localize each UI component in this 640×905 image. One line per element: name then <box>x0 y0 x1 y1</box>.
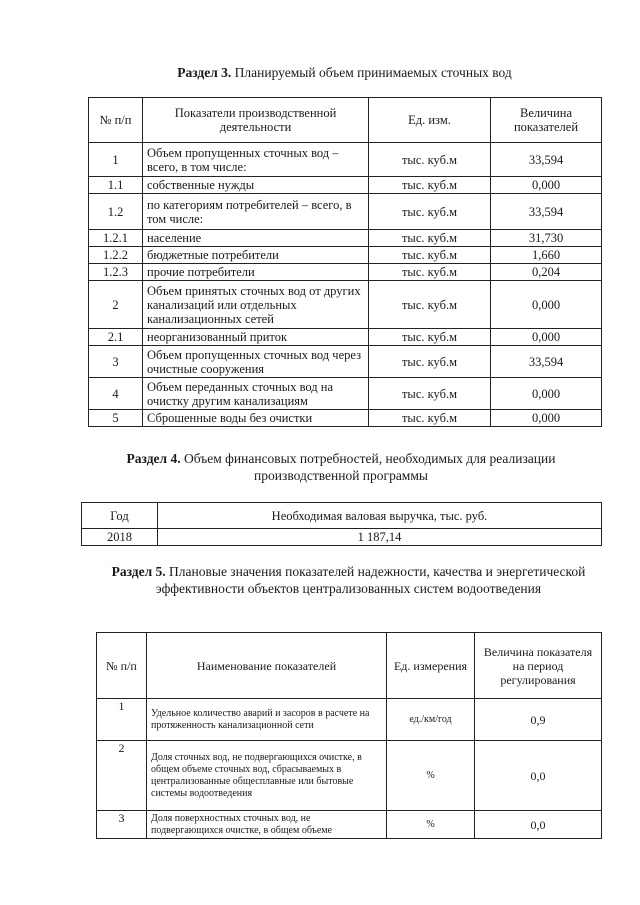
table-row <box>97 699 602 741</box>
row-name: Объем пропущенных сточных вод через очистные сооружения <box>143 346 369 378</box>
row-value: 31,730 <box>491 230 602 247</box>
row-unit: тыс. куб.м <box>369 264 491 281</box>
table-header-row <box>82 503 602 529</box>
row-unit: тыс. куб.м <box>369 346 491 378</box>
row-value: 0,9 <box>475 699 602 741</box>
row-unit: тыс. куб.м <box>369 329 491 346</box>
table-row <box>89 247 602 264</box>
section-4-heading <box>81 450 601 484</box>
section-5-label: Раздел 5. <box>111 564 166 579</box>
row-value: 0,204 <box>491 264 602 281</box>
row-name: по категориям потребителей – всего, в том числе: <box>143 194 369 230</box>
row-name: собственные нужды <box>143 177 369 194</box>
row-num: 1.2 <box>89 194 143 230</box>
row-value: 0,000 <box>491 378 602 410</box>
row-year: 2018 <box>82 529 158 546</box>
table-row <box>89 378 602 410</box>
row-name: Объем пропущенных сточных вод – всего, в том числе: <box>143 143 369 177</box>
row-value: 0,0 <box>475 741 602 811</box>
table-row <box>89 143 602 177</box>
table-header-row <box>89 98 602 143</box>
row-value: 0,000 <box>491 410 602 427</box>
section-4-title: Объем финансовых потребностей, необходимых для реализации производственной программы <box>183 451 556 483</box>
table-header-row <box>97 633 602 699</box>
table-row <box>97 811 602 839</box>
header-unit: Ед. изм. <box>369 98 491 143</box>
header-revenue: Необходимая валовая выручка, тыс. руб. <box>158 503 602 529</box>
table-row <box>89 281 602 329</box>
row-unit: % <box>387 741 475 811</box>
row-num: 5 <box>89 410 143 427</box>
row-value: 0,000 <box>491 329 602 346</box>
row-value: 33,594 <box>491 194 602 230</box>
section-5-heading <box>96 563 601 597</box>
row-num: 1.2.1 <box>89 230 143 247</box>
row-unit: тыс. куб.м <box>369 378 491 410</box>
row-num: 1.1 <box>89 177 143 194</box>
row-unit: тыс. куб.м <box>369 194 491 230</box>
row-name: Объем принятых сточных вод от других канализаций или отдельных канализационных сетей <box>143 281 369 329</box>
row-value: 0,000 <box>491 281 602 329</box>
row-num: 4 <box>89 378 143 410</box>
section-3-label: Раздел 3. <box>177 65 232 80</box>
section-5-title: Плановые значения показателей надежности, качества и энергетической эффективности объектов централизованных систем водоотведения <box>155 564 586 596</box>
row-unit: тыс. куб.м <box>369 247 491 264</box>
row-unit: тыс. куб.м <box>369 230 491 247</box>
header-value: Величина показателя на период регулирования <box>475 633 602 699</box>
table-row <box>89 264 602 281</box>
table-row <box>89 329 602 346</box>
section-3-heading <box>88 64 601 81</box>
row-name: население <box>143 230 369 247</box>
reliability-indicators-table <box>96 632 602 839</box>
row-name: Доля поверхностных сточных вод, не подвергающихся очистке, в общем объеме <box>147 811 387 839</box>
row-name: прочие потребители <box>143 264 369 281</box>
table-row <box>89 346 602 378</box>
section-3-title: Планируемый объем принимаемых сточных вод <box>234 65 512 80</box>
row-name: бюджетные потребители <box>143 247 369 264</box>
wastewater-volume-table <box>88 97 602 427</box>
row-unit: % <box>387 811 475 839</box>
row-name: Удельное количество аварий и засоров в расчете на протяженность канализационной сети <box>147 699 387 741</box>
row-revenue: 1 187,14 <box>158 529 602 546</box>
row-unit: тыс. куб.м <box>369 143 491 177</box>
row-name: неорганизованный приток <box>143 329 369 346</box>
header-indicator: Показатели производственной деятельности <box>143 98 369 143</box>
row-name: Объем переданных сточных вод на очистку другим канализациям <box>143 378 369 410</box>
row-num: 2 <box>97 741 147 811</box>
table-row <box>89 230 602 247</box>
row-num: 1 <box>89 143 143 177</box>
table-row <box>89 194 602 230</box>
row-name: Сброшенные воды без очистки <box>143 410 369 427</box>
header-num: № п/п <box>89 98 143 143</box>
header-value: Величина показателей <box>491 98 602 143</box>
header-num: № п/п <box>97 633 147 699</box>
table-row <box>97 741 602 811</box>
section-4-label: Раздел 4. <box>126 451 181 466</box>
row-value: 0,0 <box>475 811 602 839</box>
row-unit: ед./км/год <box>387 699 475 741</box>
row-num: 2 <box>89 281 143 329</box>
row-value: 33,594 <box>491 143 602 177</box>
row-value: 0,000 <box>491 177 602 194</box>
row-value: 1,660 <box>491 247 602 264</box>
header-unit: Ед. измерения <box>387 633 475 699</box>
financial-needs-table <box>81 502 602 546</box>
row-num: 3 <box>89 346 143 378</box>
table-row <box>89 177 602 194</box>
header-name: Наименование показателей <box>147 633 387 699</box>
row-num: 1.2.3 <box>89 264 143 281</box>
row-num: 1 <box>97 699 147 741</box>
row-num: 2.1 <box>89 329 143 346</box>
row-num: 1.2.2 <box>89 247 143 264</box>
row-unit: тыс. куб.м <box>369 410 491 427</box>
header-year: Год <box>82 503 158 529</box>
row-name: Доля сточных вод, не подвергающихся очистке, в общем объеме сточных вод, сбрасываемых в централизованные общесплавные или бытовые системы водоотведения <box>147 741 387 811</box>
row-num: 3 <box>97 811 147 839</box>
table-row <box>89 410 602 427</box>
row-value: 33,594 <box>491 346 602 378</box>
row-unit: тыс. куб.м <box>369 281 491 329</box>
table-row <box>82 529 602 546</box>
row-unit: тыс. куб.м <box>369 177 491 194</box>
